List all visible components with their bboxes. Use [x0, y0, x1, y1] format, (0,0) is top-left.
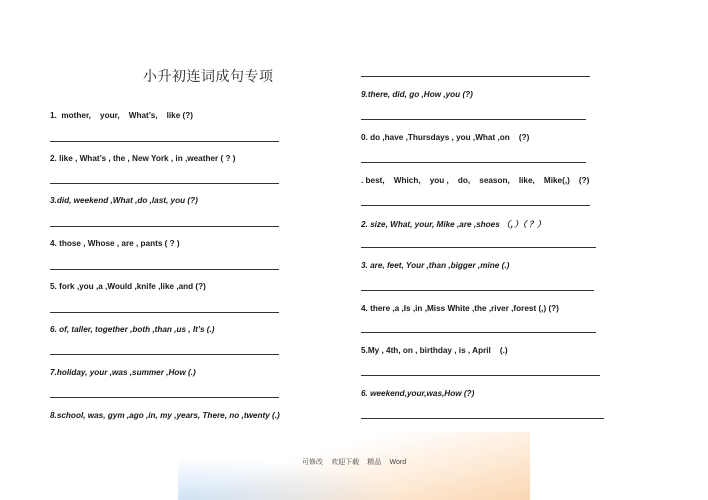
- question-7: 7.holiday, your ,was ,summer ,How (.): [50, 368, 196, 377]
- question-4: 4. those , Whose , are , pants ( ? ): [50, 239, 180, 248]
- question-6: 6. of, taller, together ,both ,than ,us , It’s (.): [50, 325, 215, 334]
- question-14: 4. there ,a ,Is ,in ,Miss White ,the ,river ,forest (,) (?): [361, 304, 559, 313]
- footer-banner: [178, 432, 530, 500]
- question-8: 8.school, was, gym ,ago ,in, my ,years, There, no ,twenty (.): [50, 411, 280, 420]
- question-3: 3.did, weekend ,What ,do ,last, you (?): [50, 196, 198, 205]
- banner-text: [178, 457, 530, 467]
- question-2: 2. like , What’s , the , New York , in ,weather ( ? ): [50, 154, 236, 163]
- question-5: 5. fork ,you ,a ,Would ,knife ,like ,and (?): [50, 282, 206, 291]
- page-title: 小升初连词成句专项: [143, 69, 274, 85]
- answer-line-13: [361, 290, 594, 291]
- answer-line-12: [361, 247, 596, 248]
- question-9: 9.there, did, go ,How ,you (?): [361, 90, 473, 99]
- answer-line-5: [50, 312, 279, 313]
- banner-text-word: Word: [389, 459, 407, 466]
- question-16: 6. weekend,your,was,How (?): [361, 389, 475, 398]
- question-12: 2. size, What, your, Mike ,are ,shoes （，）（ ？）: [361, 220, 546, 229]
- answer-line-11: [361, 205, 590, 206]
- answer-line-4: [50, 269, 279, 270]
- answer-line-6: [50, 354, 279, 355]
- answer-line-8: [361, 76, 590, 77]
- answer-line-1: [50, 141, 279, 142]
- answer-line-15: [361, 375, 600, 376]
- answer-line-9: [361, 119, 586, 120]
- question-11: . best, Which, you , do, season, like, Mike(,) (?): [361, 176, 590, 185]
- answer-line-2: [50, 183, 279, 184]
- banner-text-cn: 可修改 欢迎下载 精品: [301, 458, 382, 466]
- answer-line-10: [361, 162, 586, 163]
- question-10: 0. do ,have ,Thursdays , you ,What ,on (?): [361, 133, 530, 142]
- question-13: 3. are, feet, Your ,than ,bigger ,mine (.): [361, 261, 510, 270]
- question-15: 5.My , 4th, on , birthday , is , April (.): [361, 346, 508, 355]
- answer-line-7: [50, 397, 279, 398]
- answer-line-3: [50, 226, 279, 227]
- question-1: 1. mother, your, What’s, like (?): [50, 111, 194, 120]
- answer-line-14: [361, 332, 596, 333]
- answer-line-16: [361, 418, 604, 419]
